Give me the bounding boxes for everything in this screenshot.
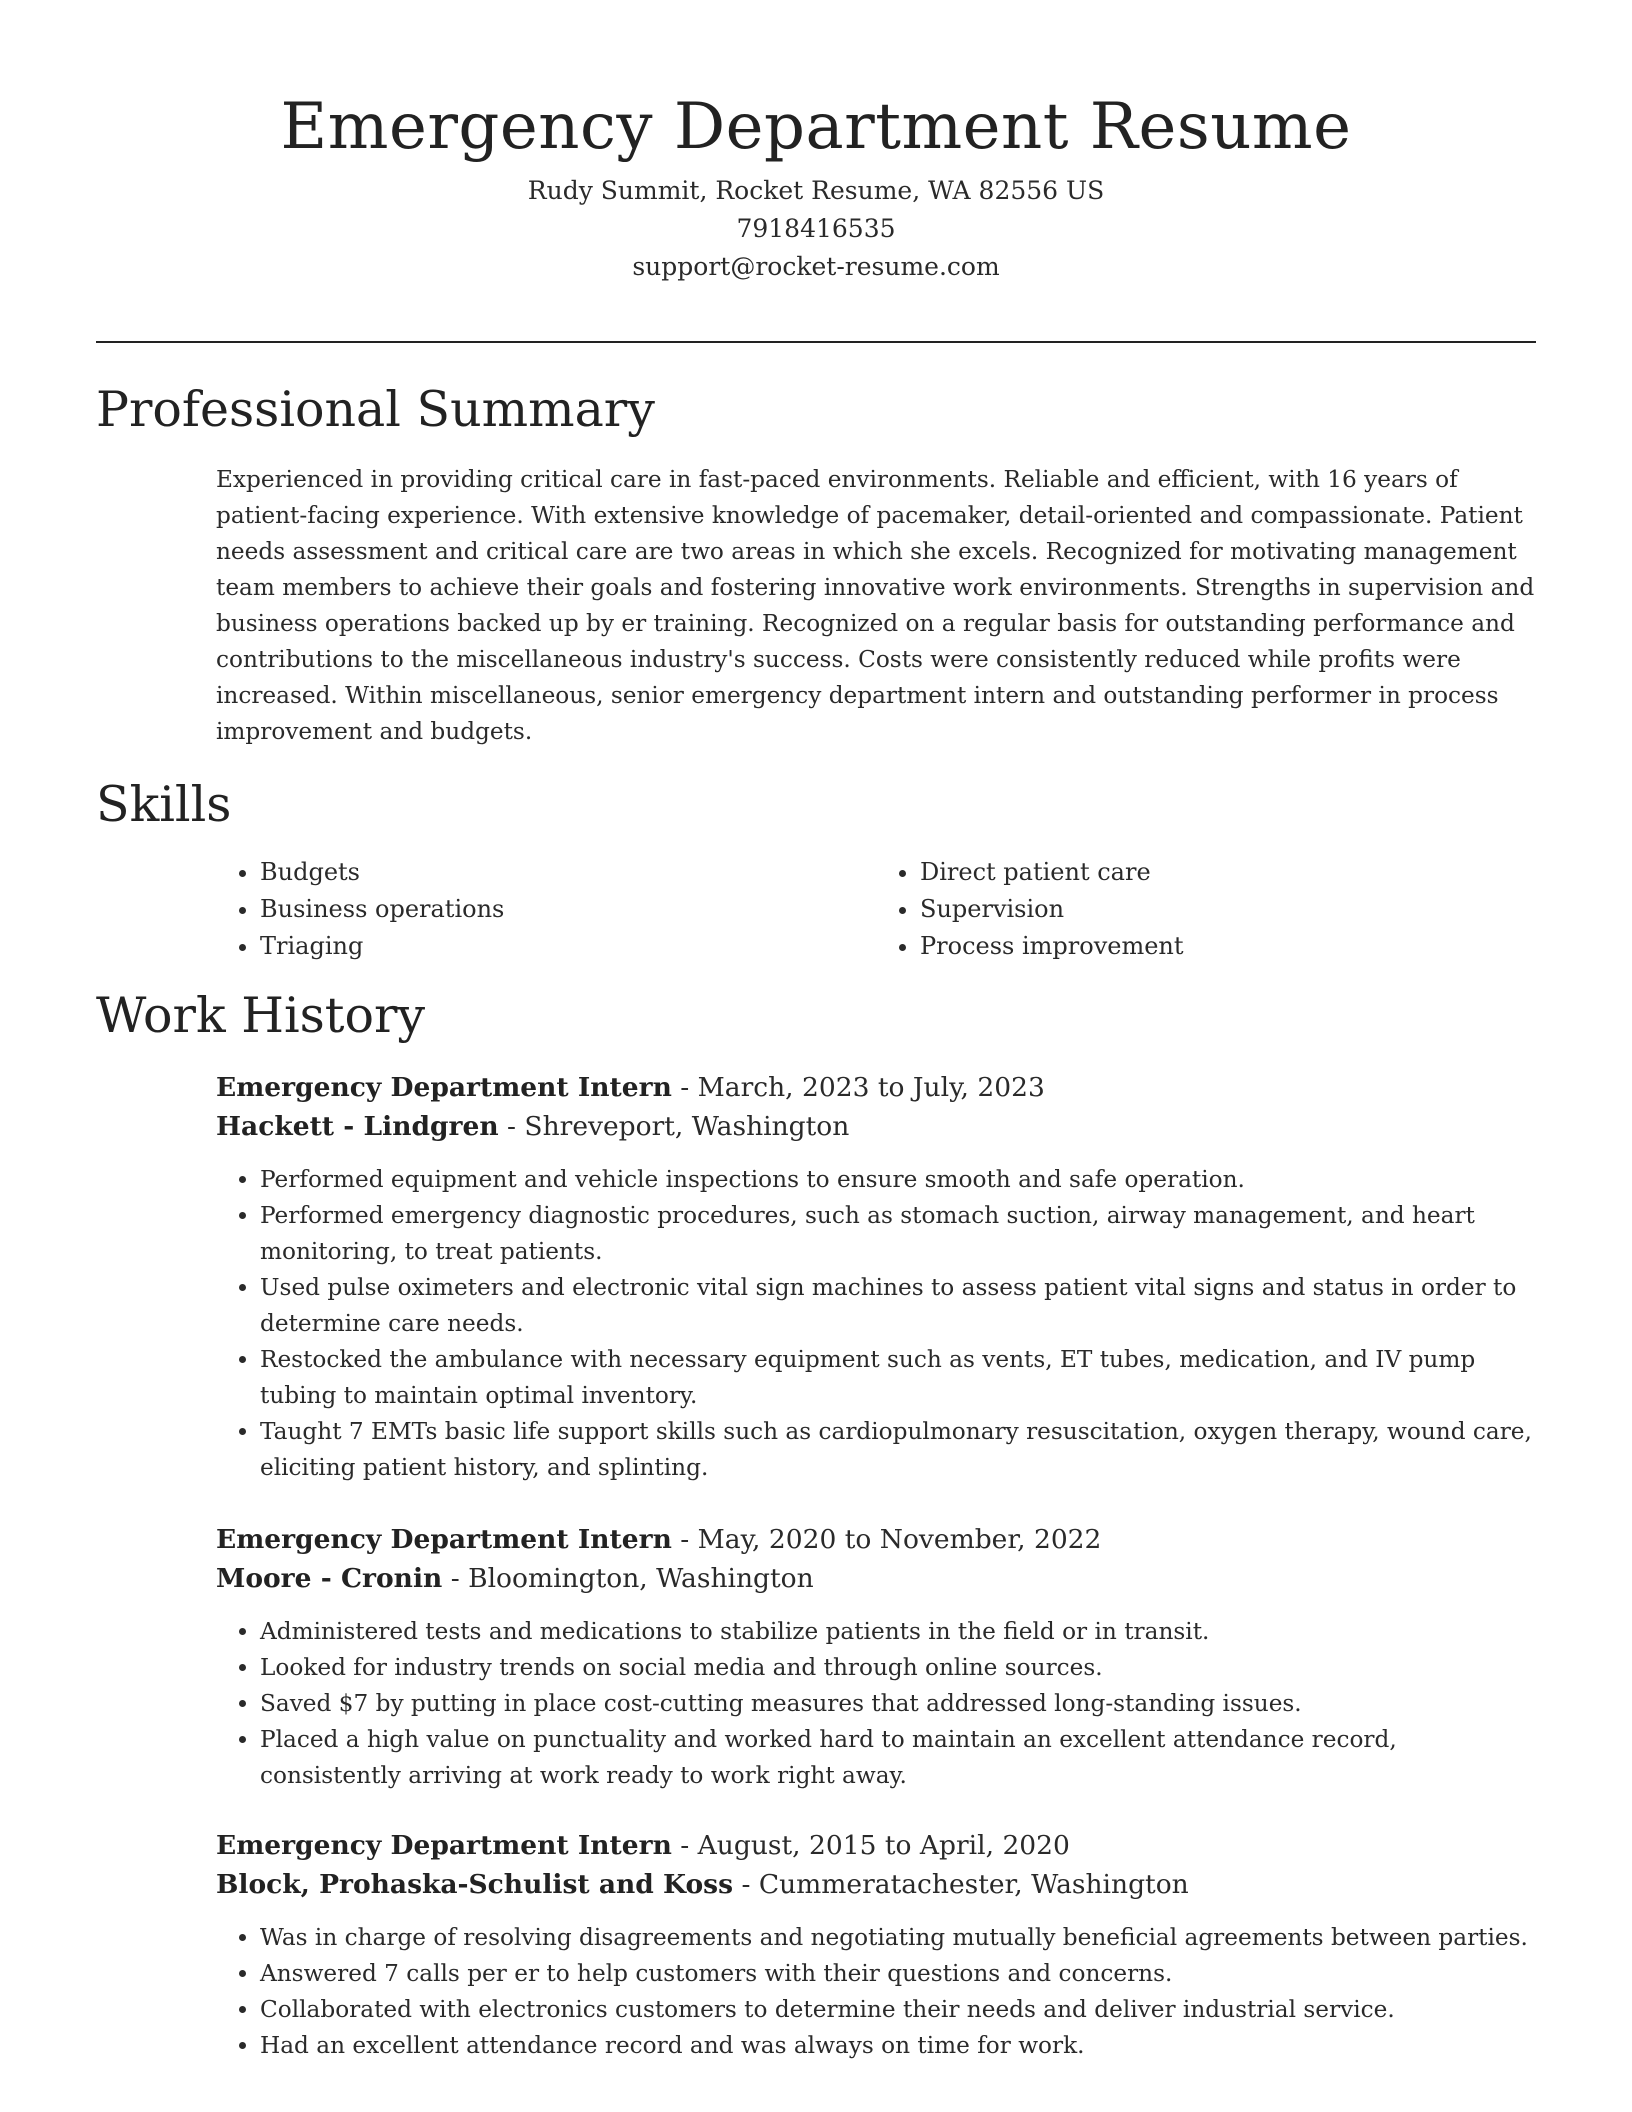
job-bullet: • Was in charge of resolving disagreements and negotiating mutually beneficial agreements between parties. [260, 1920, 1536, 1956]
job-entry [216, 1068, 1536, 1486]
work-history-heading: Work History [96, 987, 426, 1044]
job-company: Hackett - Lindgren [216, 1111, 499, 1142]
job-bullet: • Taught 7 EMTs basic life support skills such as cardiopulmonary resuscitation, oxygen therapy, wound care, eliciting patient history, and splinting. [260, 1414, 1536, 1486]
page-title: Emergency Department Resume [280, 90, 1352, 164]
job-bullet: • Performed equipment and vehicle inspections to ensure smooth and safe operation. [260, 1162, 1536, 1198]
skill-item: • Business operations [260, 891, 876, 928]
job-dates: - August, 2015 to April, 2020 [671, 1830, 1070, 1861]
job-company-line [216, 1559, 1536, 1598]
job-bullet: • Placed a high value on punctuality and worked hard to maintain an excellent attendance record, consistently arriving at work ready to work right away. [260, 1722, 1536, 1794]
resume-header [96, 82, 1536, 286]
job-dates: - March, 2023 to July, 2023 [671, 1072, 1045, 1103]
job-company: Block, Prohaska-Schulist and Koss [216, 1869, 734, 1900]
job-title-line [216, 1520, 1536, 1559]
job-bullet: • Looked for industry trends on social media and through online sources. [260, 1650, 1536, 1686]
contact-address: Rudy Summit, Rocket Resume, WA 82556 US [527, 176, 1105, 205]
summary-text: Experienced in providing critical care in fast-paced environments. Reliable and efficient, with 16 years of patient-facing experience. With extensive knowledge of pacemaker, detail-oriented and compassionate. Patient needs assessment and critical care are two areas in which she excels. Recognized for motivating management team members to achieve their goals and fostering innovative work environments. Strengths in supervision and business operations backed up by er training. Recognized on a regular basis for outstanding performance and contributions to the miscellaneous industry's success. Costs were consistently reduced while profits were increased. Within miscellaneous, senior emergency department intern and outstanding performer in process improvement and budgets. [216, 466, 1535, 745]
skill-item: • Process improvement [920, 928, 1536, 965]
contact-phone: 7918416535 [736, 214, 896, 243]
job-location: - Cummeratachester, Washington [733, 1869, 1189, 1900]
job-company-line [216, 1107, 1536, 1146]
job-bullets [216, 1614, 1536, 1794]
skills-list [216, 854, 1536, 965]
summary-heading: Professional Summary [96, 381, 655, 438]
job-title-line [216, 1826, 1536, 1865]
job-bullets [216, 1162, 1536, 1486]
job-bullet: • Answered 7 calls per er to help customers with their questions and concerns. [260, 1956, 1536, 1992]
job-bullet: • Collaborated with electronics customers to determine their needs and deliver industrial service. [260, 1992, 1536, 2028]
skill-item: • Direct patient care [920, 854, 1536, 891]
skills-column-left [216, 854, 876, 965]
job-title: Emergency Department Intern [216, 1072, 672, 1103]
job-title-line [216, 1068, 1536, 1107]
job-bullet: • Performed emergency diagnostic procedures, such as stomach suction, airway management, and heart monitoring, to treat patients. [260, 1198, 1536, 1270]
job-title: Emergency Department Intern [216, 1524, 672, 1555]
contact-email: support@rocket-resume.com [632, 252, 1000, 281]
job-location: - Bloomington, Washington [442, 1563, 814, 1594]
job-entry [216, 1520, 1536, 1794]
skills-column-right [876, 854, 1536, 965]
job-bullets [216, 1920, 1536, 2064]
job-bullet: • Administered tests and medications to stabilize patients in the field or in transit. [260, 1614, 1536, 1650]
job-entry [216, 1826, 1536, 2064]
job-bullet: • Saved $7 by putting in place cost-cutting measures that addressed long-standing issues. [260, 1686, 1536, 1722]
skills-heading: Skills [96, 776, 232, 833]
skill-item: • Triaging [260, 928, 876, 965]
job-bullet: • Used pulse oximeters and electronic vital sign machines to assess patient vital signs and status in order to determine care needs. [260, 1270, 1536, 1342]
job-dates: - May, 2020 to November, 2022 [671, 1524, 1102, 1555]
skill-item: • Supervision [920, 891, 1536, 928]
job-company-line [216, 1865, 1536, 1904]
job-bullet: • Restocked the ambulance with necessary equipment such as vents, ET tubes, medication, and IV pump tubing to maintain optimal inventory. [260, 1342, 1536, 1414]
job-location: - Shreveport, Washington [498, 1111, 850, 1142]
skill-item: • Budgets [260, 854, 876, 891]
job-title: Emergency Department Intern [216, 1830, 672, 1861]
header-divider [96, 341, 1536, 343]
job-bullet: • Had an excellent attendance record and was always on time for work. [260, 2028, 1536, 2064]
job-company: Moore - Cronin [216, 1563, 443, 1594]
